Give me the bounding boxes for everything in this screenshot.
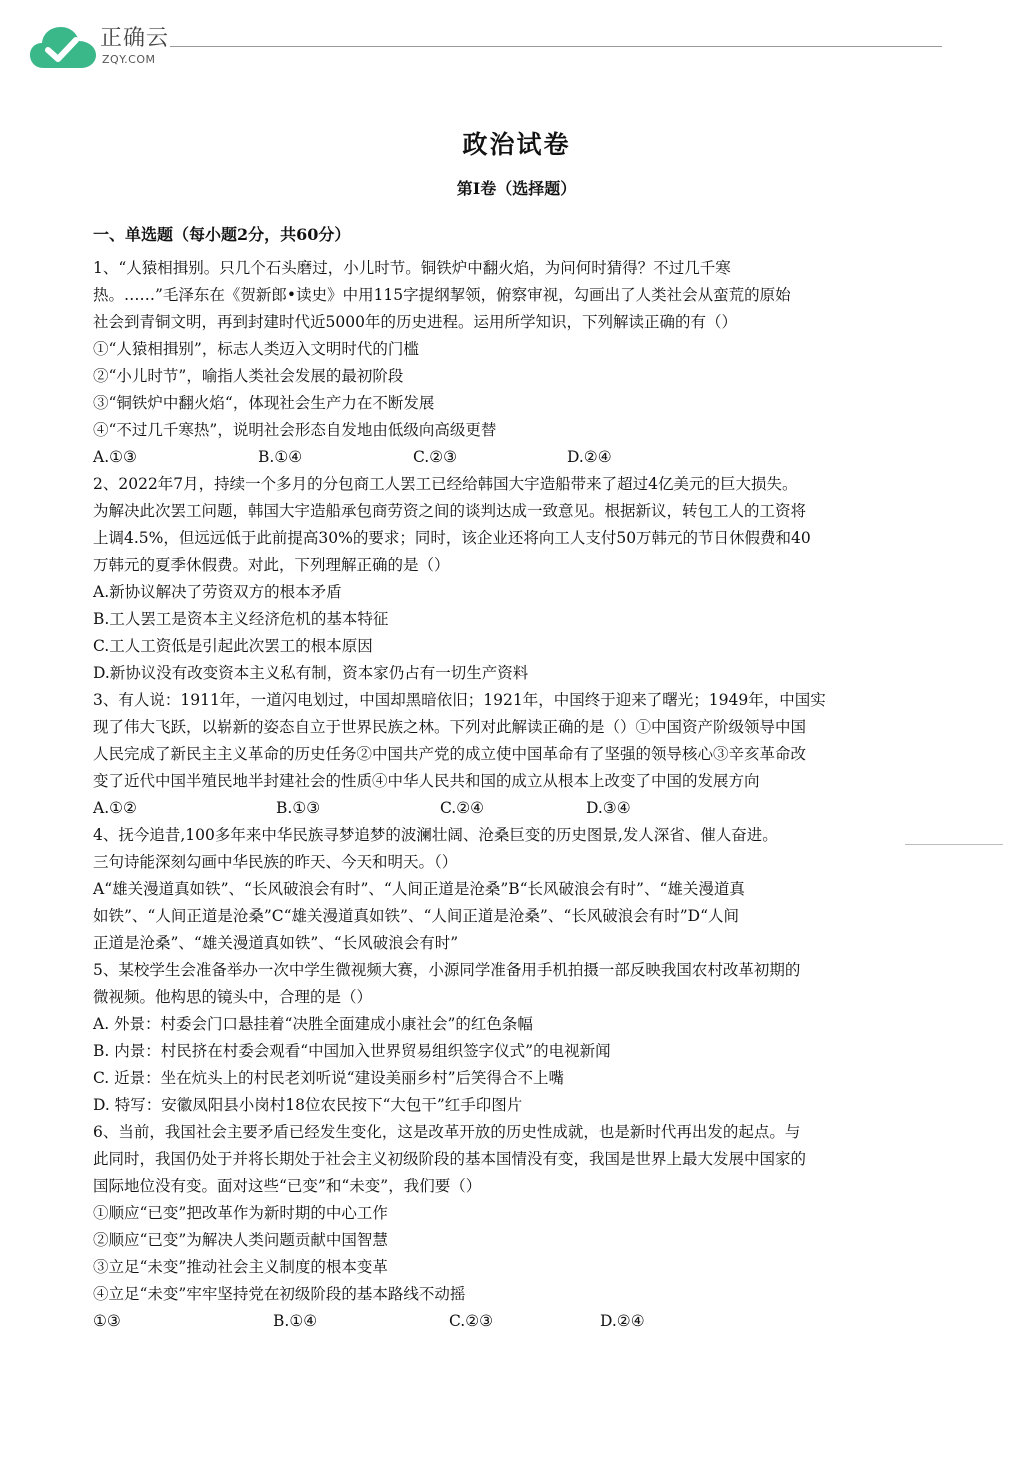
text-line: ①“人猿相揖别”，标志人类迈入文明时代的门槛 <box>93 340 419 358</box>
text-line: 为解决此次罢工问题，韩国大宇造船承包商劳资之间的谈判达成一致意见。根据新议，转包工人的工资将 <box>93 502 807 520</box>
text-line: A. 外景：村委会门口悬挂着“决胜全面建成小康社会”的红色条幅 <box>93 1015 533 1033</box>
brand-name: 正确云 <box>100 26 170 51</box>
text-line: D.新协议没有改变资本主义私有制，资本家仍占有一切生产资料 <box>93 664 529 682</box>
margin-rule <box>905 844 1003 845</box>
text-line: C.工人工资低是引起此次罢工的根本原因 <box>93 637 373 655</box>
text-line: B. 内景：村民挤在村委会观看“中国加入世界贸易组织签字仪式”的电视新闻 <box>93 1042 611 1060</box>
option-c: C.②③ <box>413 448 458 466</box>
option-b: B.①④ <box>258 448 303 466</box>
text-line: 国际地位没有变。面对这些“已变”和“未变”，我们要（） <box>93 1177 482 1195</box>
text-line: 正道是沧桑”、“雄关漫道真如铁”、“长风破浪会有时” <box>93 934 459 952</box>
text-line: 6、当前，我国社会主要矛盾已经发生变化，这是改革开放的历史性成就，也是新时代再出发的起点。与 <box>93 1123 801 1141</box>
document-title: 政治试卷 <box>462 130 571 159</box>
option-b: B.①④ <box>273 1312 318 1330</box>
brand-domain: ZQY.COM <box>102 53 156 66</box>
option-d: D.②④ <box>600 1312 645 1330</box>
text-line: ①顺应“已变”把改革作为新时期的中心工作 <box>93 1204 388 1222</box>
text-line: 5、某校学生会准备举办一次中学生微视频大赛，小源同学准备用手机拍摄一部反映我国农村改革初期的 <box>93 961 801 979</box>
text-line: B.工人罢工是资本主义经济危机的基本特征 <box>93 610 389 628</box>
option-d: D.②④ <box>567 448 612 466</box>
text-line: 此同时，我国仍处于并将长期处于社会主义初级阶段的基本国情没有变，我国是世界上最大发展中国家的 <box>93 1150 807 1168</box>
text-line: 微视频。他构思的镜头中，合理的是（） <box>93 988 373 1006</box>
text-line: 人民完成了新民主主义革命的历史任务②中国共产党的成立使中国革命有了坚强的领导核心③辛亥革命改 <box>93 745 807 763</box>
text-line: D. 特写：安徽凤阳县小岗村18位农民按下“大包干”红手印图片 <box>93 1096 523 1114</box>
text-line: ②“小儿时节”，喻指人类社会发展的最初阶段 <box>93 367 404 385</box>
text-line: ③“铜铁炉中翻火焰“，体现社会生产力在不断发展 <box>93 394 435 412</box>
text-line: 2、2022年7月，持续一个多月的分包商工人罢工已经给韩国大宇造船带来了超过4亿美元的巨大损失。 <box>93 475 798 493</box>
option-a: ①③ <box>93 1312 121 1330</box>
option-c: C.②③ <box>449 1312 494 1330</box>
cloud-check-logo-icon <box>30 24 96 70</box>
option-d: D.③④ <box>586 799 631 817</box>
text-line: ③立足“未变”推动社会主义制度的根本变革 <box>93 1258 388 1276</box>
text-line: 万韩元的夏季休假费。对此，下列理解正确的是（） <box>93 556 450 574</box>
text-line: ②顺应“已变”为解决人类问题贡献中国智慧 <box>93 1231 388 1249</box>
header-divider <box>170 46 942 47</box>
text-line: C. 近景：坐在炕头上的村民老刘听说“建设美丽乡村”后笑得合不上嘴 <box>93 1069 565 1087</box>
option-c: C.②④ <box>440 799 485 817</box>
text-line: 三句诗能深刻勾画中华民族的昨天、今天和明天。（） <box>93 853 458 871</box>
text-line: 现了伟大飞跃，以崭新的姿态自立于世界民族之林。下列对此解读正确的是（）①中国资产阶级领导中国 <box>93 718 807 736</box>
text-line: 4、抚今追昔,100多年来中华民族寻梦追梦的波澜壮阔、沧桑巨变的历史图景,发人深省、催人奋进。 <box>93 826 778 844</box>
text-line: 如铁”、“人间正道是沧桑”C“雄关漫道真如铁”、“人间正道是沧桑”、“长风破浪会有时”D“人间 <box>93 907 740 925</box>
option-a: A.①③ <box>93 448 137 466</box>
text-line: 热。……”毛泽东在《贺新郎•读史》中用115字提纲挈领，俯察审视，勾画出了人类社会从蛮荒的原始 <box>93 286 791 304</box>
text-line: A.新协议解决了劳资双方的根本矛盾 <box>93 583 342 601</box>
page-header <box>0 0 1033 90</box>
text-line: A“雄关漫道真如铁”、“长风破浪会有时”、“人间正道是沧桑”B“长风破浪会有时”、“雄关漫道真 <box>93 880 745 898</box>
text-line: 变了近代中国半殖民地半封建社会的性质④中华人民共和国的成立从根本上改变了中国的发展方向 <box>93 772 760 790</box>
section-heading: 一、单选题（每小题2分，共60分） <box>93 225 351 244</box>
text-line: 社会到青铜文明，再到封建时代近5000年的历史进程。运用所学知识，下列解读正确的有（） <box>93 313 737 331</box>
text-line: 3、有人说：1911年，一道闪电划过，中国却黑暗依旧；1921年，中国终于迎来了曙光；1949年，中国实 <box>93 691 826 709</box>
text-line: ④立足“未变”牢牢坚持党在初级阶段的基本路线不动摇 <box>93 1285 466 1303</box>
text-line: ④“不过几千寒热”，说明社会形态自发地由低级向高级更替 <box>93 421 497 439</box>
text-line: 1、“人猿相揖别。只几个石头磨过，小儿时节。铜铁炉中翻火焰，为问何时猜得？不过几千寒 <box>93 259 731 277</box>
text-line: 上调4.5%，但远远低于此前提高30%的要求；同时，该企业还将向工人支付50万韩元的节日休假费和40 <box>93 529 811 547</box>
option-a: A.①② <box>93 799 137 817</box>
part-subtitle: 第Ⅰ卷（选择题） <box>456 179 577 198</box>
option-b: B.①③ <box>276 799 321 817</box>
